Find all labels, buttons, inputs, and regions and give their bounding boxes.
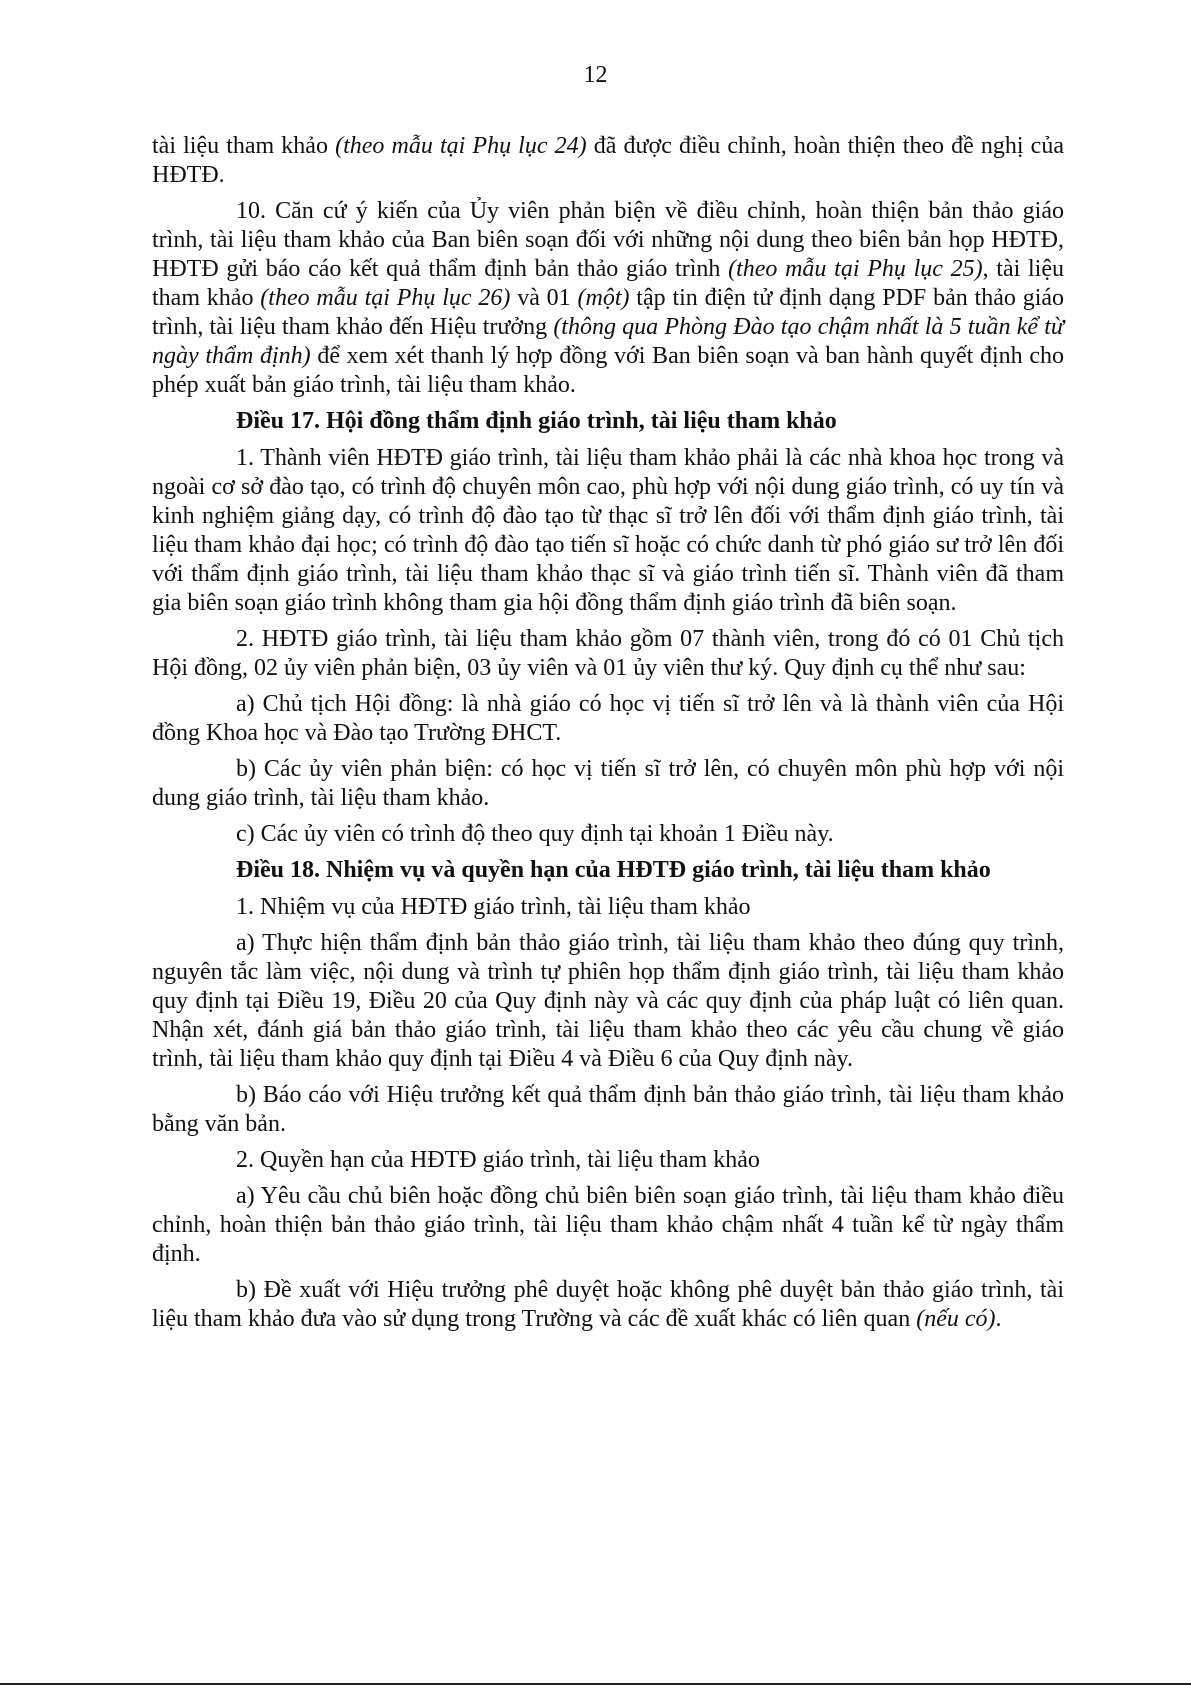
italic-text-run: (thông qua Phòng Đào tạo chậm nhất là 5 tuần kể từ ngày thẩm định) [152, 314, 1065, 369]
text-run: a) Thực hiện thẩm định bản thảo giáo trình, tài liệu tham khảo theo đúng quy trình, nguyên tắc làm việc, nội dung và trình tự phiên họp thẩm định giáo trình, tài liệu tham khảo quy định tại Điều 19, Điều 20 của Quy định này và các quy định của pháp luật có liên quan. Nhận xét, đánh giá bản thảo giáo trình, tài liệu tham khảo theo các yêu cầu chung về giáo trình, tài liệu tham khảo quy định tại Điều 4 và Điều 6 của Quy định này. [152, 930, 1064, 1072]
italic-text-run: (nếu có) [916, 1306, 996, 1332]
paragraph [152, 132, 1064, 190]
text-run: . [995, 1306, 1002, 1332]
paragraph [152, 1182, 1064, 1269]
document-body [152, 132, 1064, 1341]
paragraph [152, 755, 1064, 813]
text-run: b) Báo cáo với Hiệu trưởng kết quả thẩm định bản thảo giáo trình, tài liệu tham khảo bằng văn bản. [152, 1082, 1064, 1137]
text-run: a) Chủ tịch Hội đồng: là nhà giáo có học vị tiến sĩ trở lên và là thành viên của Hội đồng Khoa học và Đào tạo Trường ĐHCT. [152, 691, 1064, 746]
text-run: 10. Căn cứ ý kiến của Ủy viên phản biện về điều chỉnh, hoàn thiện bản thảo giáo trình, tài liệu tham khảo của Ban biên soạn đối với những nội dung theo biên bản họp HĐTĐ, HĐTĐ gửi báo cáo kết quả thẩm định bản thảo giáo trình [152, 198, 1064, 282]
page-number: 12 [583, 62, 608, 88]
paragraph [152, 625, 1064, 683]
paragraph [152, 1081, 1064, 1139]
text-run: Điều 17. Hội đồng thẩm định giáo trình, tài liệu tham khảo [236, 408, 837, 434]
text-run: 1. Thành viên HĐTĐ giáo trình, tài liệu tham khảo phải là các nhà khoa học trong và ngoài cơ sở đào tạo, có trình độ chuyên môn cao, phù hợp với nội dung giáo trình, có uy tín và kinh nghiệm giảng dạy, có trình độ đào tạo từ thạc sĩ trở lên đối với thẩm định giáo trình, tài liệu tham khảo đại học; có trình độ đào tạo tiến sĩ hoặc có chức danh từ phó giáo sư trở lên đối với thẩm định giáo trình, tài liệu tham khảo thạc sĩ và giáo trình tiến sĩ. Thành viên đã tham gia biên soạn giáo trình không tham gia hội đồng thẩm định giáo trình đã biên soạn. [152, 445, 1064, 616]
paragraph [152, 690, 1064, 748]
italic-text-run: (theo mẫu tại Phụ lục 25) [728, 256, 983, 282]
paragraph [152, 820, 1064, 849]
paragraph [152, 1146, 1064, 1175]
paragraph [152, 1276, 1064, 1334]
text-run: Điều 18. Nhiệm vụ và quyền hạn của HĐTĐ giáo trình, tài liệu tham khảo [236, 857, 991, 883]
text-run: để xem xét thanh lý hợp đồng với Ban biên soạn và ban hành quyết định cho phép xuất bản giáo trình, tài liệu tham khảo. [152, 343, 1065, 398]
text-run: c) Các ủy viên có trình độ theo quy định tại khoản 1 Điều này. [236, 821, 834, 847]
text-run: , tài liệu tham khảo [152, 256, 1064, 311]
text-run: đã được điều chỉnh, hoàn thiện theo đề nghị của HĐTĐ. [152, 133, 1064, 188]
text-run: và 01 [510, 285, 578, 311]
italic-text-run: (một) [577, 285, 630, 311]
text-run: tài liệu tham khảo [152, 133, 336, 159]
article-heading [152, 856, 1064, 885]
text-run: 1. Nhiệm vụ của HĐTĐ giáo trình, tài liệu tham khảo [236, 894, 751, 920]
text-run: 2. HĐTĐ giáo trình, tài liệu tham khảo gồm 07 thành viên, trong đó có 01 Chủ tịch Hội đồng, 02 ủy viên phản biện, 03 ủy viên và 01 ủy viên thư ký. Quy định cụ thể như sau: [152, 626, 1064, 681]
paragraph [152, 893, 1064, 922]
paragraph [152, 929, 1064, 1074]
text-run: b) Các ủy viên phản biện: có học vị tiến sĩ trở lên, có chuyên môn phù hợp với nội dung giáo trình, tài liệu tham khảo. [152, 756, 1064, 811]
italic-text-run: (theo mẫu tại Phụ lục 26) [260, 285, 511, 311]
text-run: b) Đề xuất với Hiệu trưởng phê duyệt hoặc không phê duyệt bản thảo giáo trình, tài liệu tham khảo đưa vào sử dụng trong Trường và các đề xuất khác có liên quan [152, 1277, 1064, 1332]
paragraph [152, 197, 1064, 400]
text-run: 2. Quyền hạn của HĐTĐ giáo trình, tài liệu tham khảo [236, 1147, 760, 1173]
italic-text-run: (theo mẫu tại Phụ lục 24) [335, 133, 587, 159]
paragraph [152, 444, 1064, 618]
text-run: a) Yêu cầu chủ biên hoặc đồng chủ biên biên soạn giáo trình, tài liệu tham khảo điều chỉnh, hoàn thiện bản thảo giáo trình, tài liệu tham khảo chậm nhất 4 tuần kể từ ngày thẩm định. [152, 1183, 1064, 1267]
article-heading [152, 407, 1064, 436]
text-run: tập tin điện tử định dạng PDF bản thảo giáo trình, tài liệu tham khảo đến Hiệu trưởng [152, 285, 1065, 340]
